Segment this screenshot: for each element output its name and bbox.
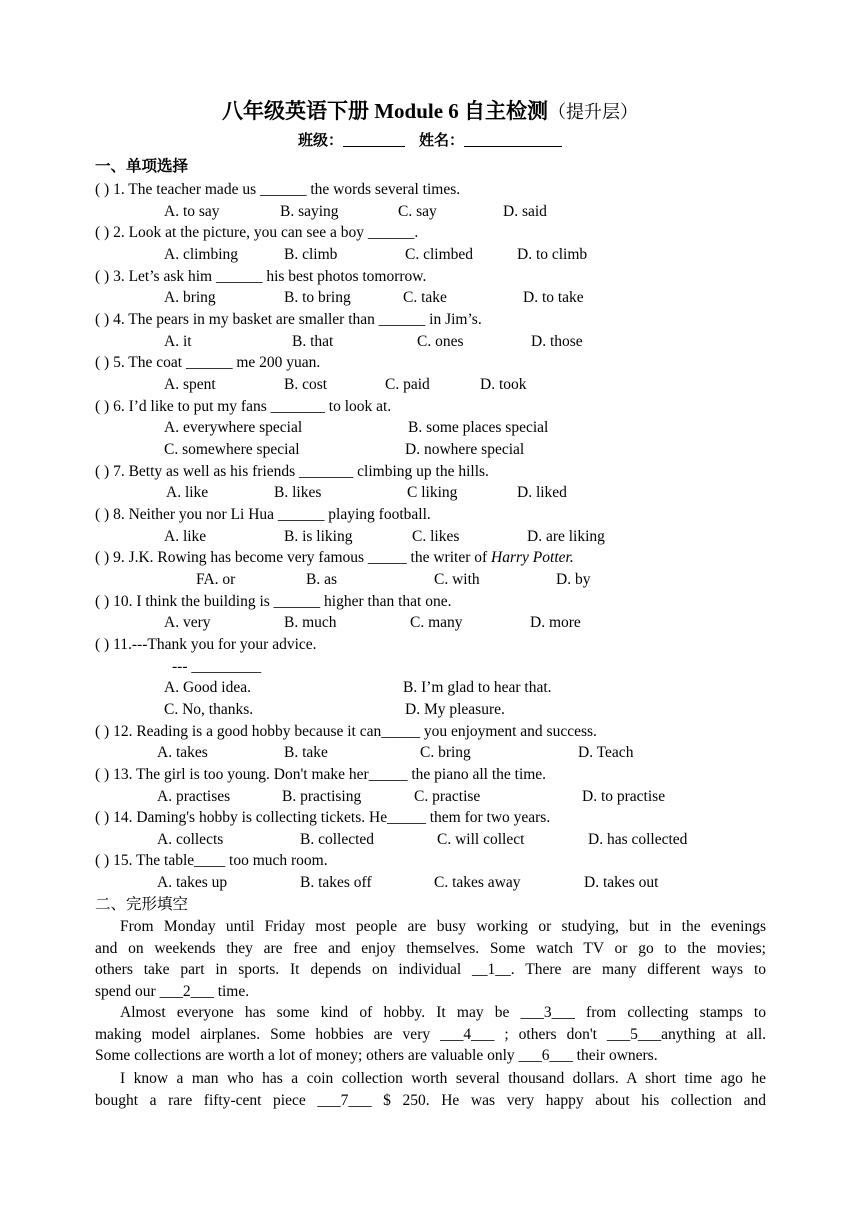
q7-option-c[interactable]: C liking (407, 484, 458, 501)
q12-option-b[interactable]: B. take (284, 744, 328, 761)
q3-option-a[interactable]: A. bring (164, 289, 216, 306)
q3-option-c[interactable]: C. take (403, 289, 447, 306)
q9-book-title: Harry Potter. (491, 549, 574, 566)
q4-option-c[interactable]: C. ones (417, 333, 464, 350)
q13-option-c[interactable]: C. practise (414, 788, 481, 805)
q1-option-a[interactable]: A. to say (164, 203, 220, 220)
title-subtitle: （提升层） (548, 102, 639, 122)
cloze-line: others take part in sports. It depends on individual __1__. There are many different ways to (95, 961, 766, 979)
q9-stem-text: ( ) 9. J.K. Rowing has become very famous _____ the writer of (95, 549, 492, 566)
q3-option-d[interactable]: D. to take (523, 289, 584, 306)
q5-option-a[interactable]: A. spent (164, 376, 216, 393)
cloze-line: I know a man who has a coin collection worth several thousand dollars. A short time ago he (120, 1070, 766, 1087)
q10-option-c[interactable]: C. many (410, 614, 463, 631)
q3-option-b[interactable]: B. to bring (284, 289, 351, 306)
question-8: ( ) 8. Neither you nor Li Hua ______ playing football. (95, 506, 431, 523)
q9-option-c[interactable]: C. with (434, 571, 480, 588)
q4-option-b[interactable]: B. that (292, 333, 334, 350)
cloze-paragraph-1 (95, 916, 766, 1002)
q9-option-d[interactable]: D. by (556, 571, 591, 588)
question-12: ( ) 12. Reading is a good hobby because it can_____ you enjoyment and success. (95, 723, 597, 740)
question-6: ( ) 6. I’d like to put my fans _______ to look at. (95, 398, 392, 415)
q14-option-a[interactable]: A. collects (157, 831, 224, 848)
q6-option-b[interactable]: B. some places special (408, 419, 549, 436)
q5-option-b[interactable]: B. cost (284, 376, 328, 393)
class-label: 班级： (297, 133, 343, 149)
title-text: 八年级英语下册 Module 6 自主检测 (221, 99, 549, 123)
section-heading-choice: 一、单项选择 (95, 158, 189, 175)
q13-option-d[interactable]: D. to practise (582, 788, 666, 805)
q2-option-c[interactable]: C. climbed (405, 246, 474, 263)
q14-option-b[interactable]: B. collected (300, 831, 375, 848)
question-5: ( ) 5. The coat ______ me 200 yuan. (95, 354, 321, 371)
q1-option-b[interactable]: B. saying (280, 203, 339, 220)
q11-option-c[interactable]: C. No, thanks. (164, 701, 254, 718)
question-3: ( ) 3. Let’s ask him ______ his best photos tomorrow. (95, 268, 427, 285)
q6-option-c[interactable]: C. somewhere special (164, 441, 300, 458)
q13-option-b[interactable]: B. practising (282, 788, 362, 805)
q15-option-b[interactable]: B. takes off (300, 874, 372, 891)
cloze-line: making model airplanes. Some hobbies are very ___4___ ; others don't ___5___anything at all. (95, 1025, 766, 1043)
q11-option-a[interactable]: A. Good idea. (164, 679, 251, 696)
question-10: ( ) 10. I think the building is ______ higher than that one. (95, 593, 452, 610)
question-2: ( ) 2. Look at the picture, you can see a boy ______. (95, 224, 419, 241)
q2-option-a[interactable]: A. climbing (164, 246, 239, 263)
q15-option-c[interactable]: C. takes away (434, 874, 521, 891)
cloze-line: spend our ___2___ time. (95, 982, 250, 1000)
q11-option-d[interactable]: D. My pleasure. (405, 701, 505, 718)
q6-option-a[interactable]: A. everywhere special (164, 419, 303, 436)
q11-option-b[interactable]: B. I’m glad to hear that. (403, 679, 552, 696)
cloze-line: Some collections are worth a lot of money; others are valuable only ___6___ their owners. (95, 1047, 658, 1065)
page-title (0, 98, 860, 125)
q15-option-d[interactable]: D. takes out (584, 874, 659, 891)
q8-option-c[interactable]: C. likes (412, 528, 460, 545)
section-heading-cloze: 二、完形填空 (95, 896, 189, 913)
class-blank[interactable] (343, 131, 405, 147)
q10-option-b[interactable]: B. much (284, 614, 337, 631)
q6-option-d[interactable]: D. nowhere special (405, 441, 525, 458)
q15-option-a[interactable]: A. takes up (157, 874, 228, 891)
q1-option-d[interactable]: D. said (503, 203, 547, 220)
q9-option-b[interactable]: B. as (306, 571, 337, 588)
question-1: ( ) 1. The teacher made us ______ the words several times. (95, 181, 461, 198)
question-7: ( ) 7. Betty as well as his friends _______ climbing up the hills. (95, 463, 489, 480)
q12-option-a[interactable]: A. takes (157, 744, 208, 761)
question-13: ( ) 13. The girl is too young. Don't make her_____ the piano all the time. (95, 766, 547, 783)
q12-option-c[interactable]: C. bring (420, 744, 471, 761)
q2-option-d[interactable]: D. to climb (517, 246, 588, 263)
q7-option-b[interactable]: B. likes (274, 484, 322, 501)
q13-option-a[interactable]: A. practises (157, 788, 231, 805)
q10-option-a[interactable]: A. very (164, 614, 211, 631)
q7-option-d[interactable]: D. liked (517, 484, 567, 501)
q14-option-c[interactable]: C. will collect (437, 831, 525, 848)
question-11: ( ) 11.---Thank you for your advice. (95, 636, 317, 653)
q2-option-b[interactable]: B. climb (284, 246, 338, 263)
cloze-line: bought a rare fifty-cent piece ___7___ $ 250. He was very happy about his collection and (95, 1091, 766, 1109)
name-label: 姓名： (419, 133, 465, 149)
cloze-line: Almost everyone has some kind of hobby. It may be ___3___ from collecting stamps to (120, 1004, 766, 1021)
q8-option-d[interactable]: D. are liking (527, 528, 605, 545)
q10-option-d[interactable]: D. more (530, 614, 581, 631)
cloze-paragraph-3 (95, 1068, 766, 1111)
cloze-line: From Monday until Friday most people are busy working or studying, but in the evenings (120, 918, 766, 935)
q4-option-a[interactable]: A. it (164, 333, 192, 350)
cloze-line: and on weekends they are free and enjoy themselves. Some watch TV or go to the movies; (95, 939, 766, 957)
q11-response-blank: --- _________ (172, 658, 262, 675)
q7-option-a[interactable]: A. like (166, 484, 209, 501)
q8-option-a[interactable]: A. like (164, 528, 207, 545)
q12-option-d[interactable]: D. Teach (578, 744, 634, 761)
q1-option-c[interactable]: C. say (398, 203, 437, 220)
q14-option-d[interactable]: D. has collected (588, 831, 688, 848)
cloze-paragraph-2 (95, 1002, 766, 1067)
class-name-line (0, 131, 860, 151)
name-blank[interactable] (464, 131, 562, 147)
q4-option-d[interactable]: D. those (531, 333, 583, 350)
question-14: ( ) 14. Daming's hobby is collecting tickets. He_____ them for two years. (95, 809, 551, 826)
q5-option-c[interactable]: C. paid (385, 376, 430, 393)
q9-option-a[interactable]: FA. or (196, 571, 236, 588)
q8-option-b[interactable]: B. is liking (284, 528, 353, 545)
question-4: ( ) 4. The pears in my basket are smaller than ______ in Jim’s. (95, 311, 482, 328)
question-9 (95, 548, 574, 568)
q5-option-d[interactable]: D. took (480, 376, 527, 393)
question-15: ( ) 15. The table____ too much room. (95, 852, 328, 869)
